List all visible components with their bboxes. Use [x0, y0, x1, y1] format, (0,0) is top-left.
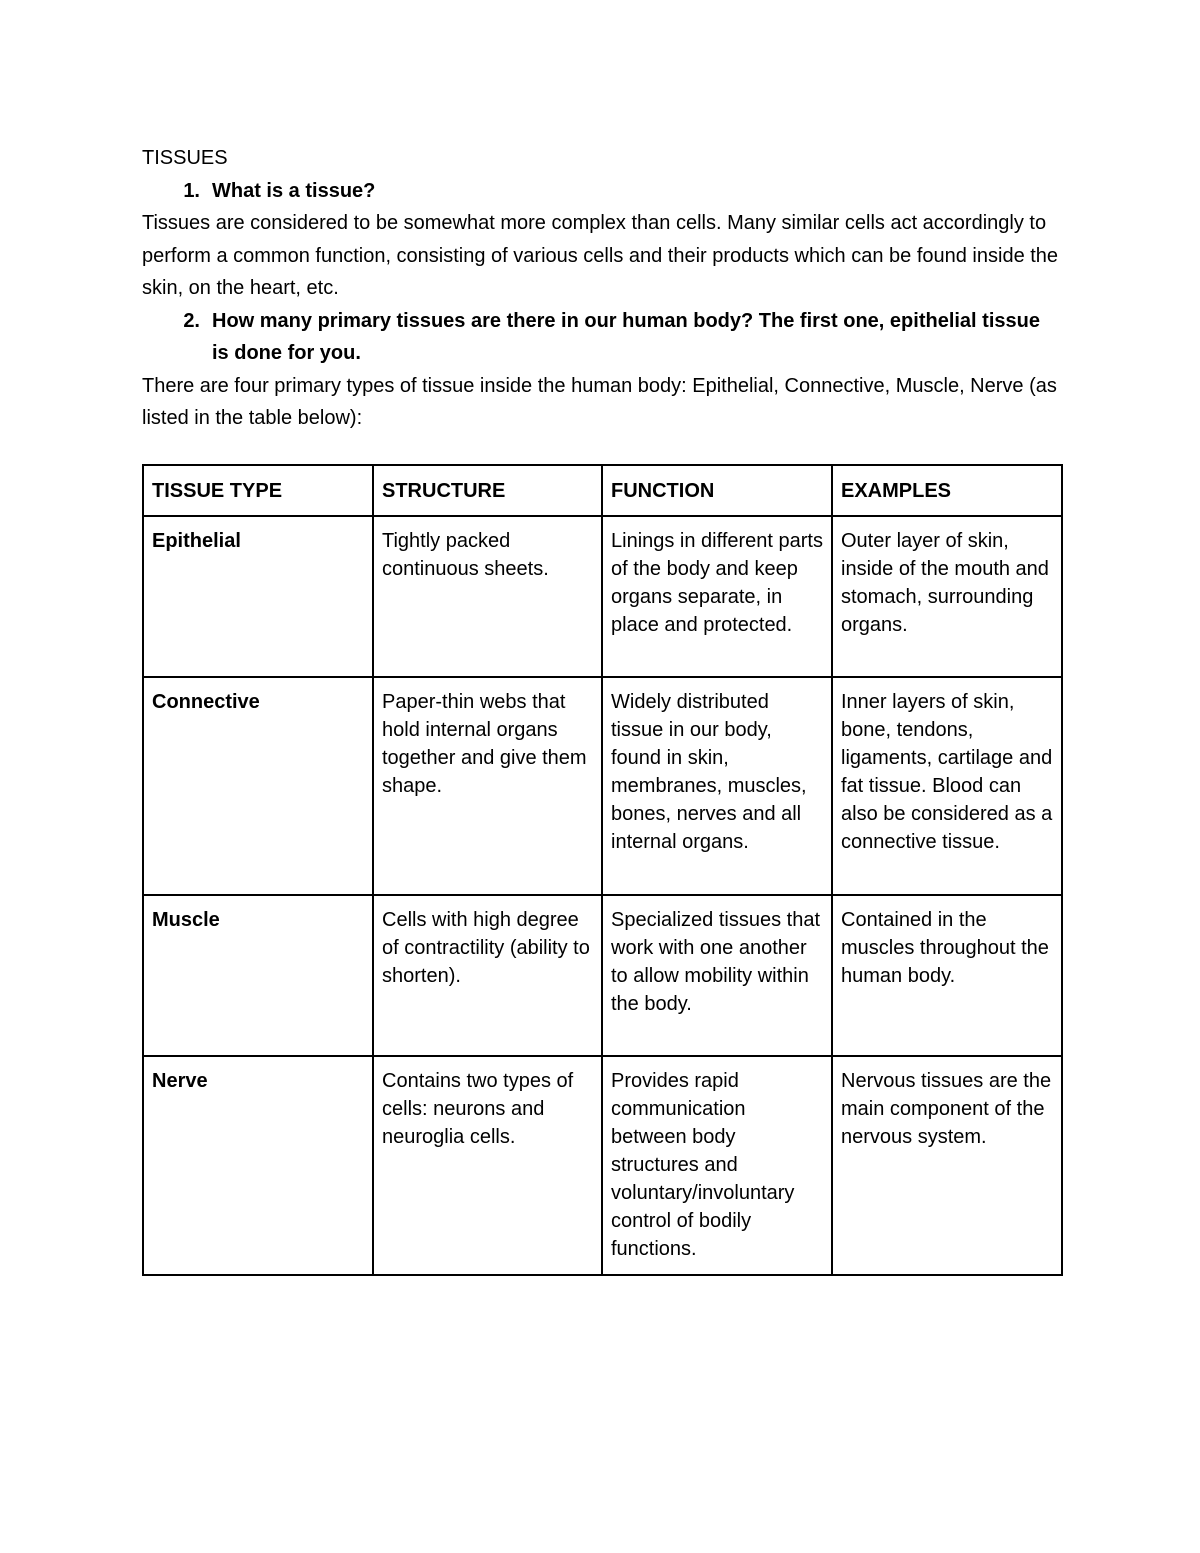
answer-2: There are four primary types of tissue inside the human body: Epithelial, Connective, Muscle, Nerve (as listed in the table below): — [142, 374, 1057, 429]
cell-function: Widely distributed tissue in our body, found in skin, membranes, muscles, bones, nerves and all internal organs. — [602, 677, 832, 895]
cell-structure: Contains two types of cells: neurons and neuroglia cells. — [373, 1056, 602, 1275]
question-2-number: 2. — [183, 309, 200, 332]
document-body — [142, 142, 1062, 435]
question-2-text: How many primary tissues are there in our human body? The first one, epithelial tissue is done for you. — [212, 309, 1040, 364]
table-row — [143, 1056, 1062, 1275]
cell-examples: Nervous tissues are the main component of the nervous system. — [832, 1056, 1062, 1275]
header-tissue-type: TISSUE TYPE — [143, 465, 373, 516]
cell-tissue-type: Nerve — [143, 1056, 373, 1275]
cell-function: Linings in different parts of the body and keep organs separate, in place and protected. — [602, 516, 832, 677]
table-row — [143, 516, 1062, 677]
cell-tissue-type: Connective — [143, 677, 373, 895]
question-2 — [142, 305, 1062, 370]
document-title: TISSUES — [142, 147, 228, 169]
cell-function: Specialized tissues that work with one another to allow mobility within the body. — [602, 895, 832, 1056]
cell-function: Provides rapid communication between body structures and voluntary/involuntary control of bodily functions. — [602, 1056, 832, 1275]
tissue-table — [142, 464, 1063, 1276]
table-row — [143, 677, 1062, 895]
cell-structure: Tightly packed continuous sheets. — [373, 516, 602, 677]
header-function: FUNCTION — [602, 465, 832, 516]
cell-structure: Paper-thin webs that hold internal organs together and give them shape. — [373, 677, 602, 895]
table-header-row — [143, 465, 1062, 516]
question-1-text: What is a tissue? — [212, 179, 376, 202]
cell-examples: Contained in the muscles throughout the human body. — [832, 895, 1062, 1056]
header-structure: STRUCTURE — [373, 465, 602, 516]
cell-examples: Inner layers of skin, bone, tendons, ligaments, cartilage and fat tissue. Blood can also be considered as a connective tissue. — [832, 677, 1062, 895]
table-row — [143, 895, 1062, 1056]
question-1 — [142, 175, 1062, 208]
header-examples: EXAMPLES — [832, 465, 1062, 516]
cell-structure: Cells with high degree of contractility (ability to shorten). — [373, 895, 602, 1056]
question-1-number: 1. — [183, 179, 200, 202]
cell-tissue-type: Epithelial — [143, 516, 373, 677]
answer-1: Tissues are considered to be somewhat more complex than cells. Many similar cells act accordingly to perform a common function, consisting of various cells and their products which can be found inside the skin, on the heart, etc. — [142, 212, 1059, 299]
cell-examples: Outer layer of skin, inside of the mouth and stomach, surrounding organs. — [832, 516, 1062, 677]
cell-tissue-type: Muscle — [143, 895, 373, 1056]
